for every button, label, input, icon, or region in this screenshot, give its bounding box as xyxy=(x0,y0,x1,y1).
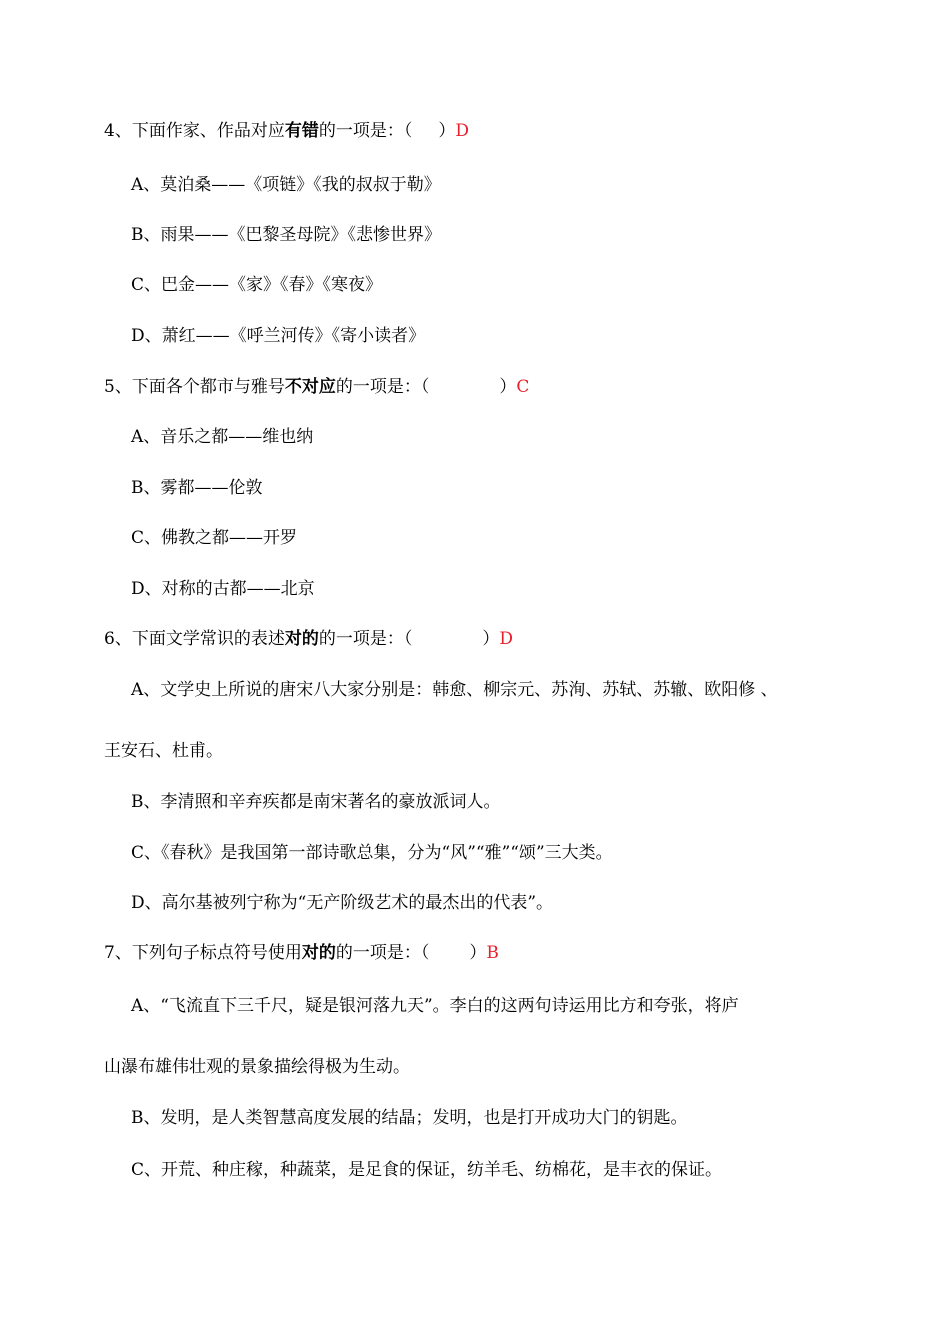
option-4b: B、雨果——《巴黎圣母院》《悲惨世界》 xyxy=(131,225,441,245)
question-4-suffix: 的一项是：（ xyxy=(318,121,413,141)
option-7b: B、发明，是人类智慧高度发展的结晶；发明，也是打开成功大门的钥匙。 xyxy=(131,1108,688,1128)
question-7-emphasis: 对的 xyxy=(301,943,336,963)
option-5d: D、对称的古都——北京 xyxy=(131,579,315,599)
question-5-text: 5、下面各个都市与雅号 xyxy=(104,377,285,397)
option-4d: D、萧红——《呼兰河传》《寄小读者》 xyxy=(131,326,426,346)
question-7-close: ） xyxy=(469,943,487,963)
question-4-text: 4、下面作家、作品对应 xyxy=(104,121,285,141)
option-5b: B、雾都——伦敦 xyxy=(131,478,263,498)
question-6 xyxy=(104,628,513,650)
question-7-text: 7、下列句子标点符号使用 xyxy=(104,943,302,963)
option-4c: C、巴金——《家》《春》《寒夜》 xyxy=(131,275,383,295)
option-6d: D、高尔基被列宁称为“无产阶级艺术的最杰出的代表”。 xyxy=(131,893,554,913)
question-4-answer: D xyxy=(455,121,469,141)
question-4 xyxy=(104,120,469,142)
question-5-suffix: 的一项是：（ xyxy=(335,377,430,397)
option-6a: A、文学史上所说的唐宋八大家分别是：韩愈、柳宗元、苏洵、苏轼、苏辙、欧阳修 、 xyxy=(131,680,778,700)
option-7c: C、开荒、种庄稼，种蔬菜，是足食的保证，纺羊毛、纺棉花，是丰衣的保证。 xyxy=(131,1160,723,1180)
question-6-emphasis: 对的 xyxy=(284,629,319,649)
question-5-answer: C xyxy=(516,377,530,397)
option-7a: A、“飞流直下三千尺，疑是银河落九天”。李白的这两句诗运用比方和夸张，将庐 xyxy=(131,996,739,1016)
question-5-emphasis: 不对应 xyxy=(284,377,336,397)
question-7-suffix: 的一项是：（ xyxy=(335,943,430,963)
question-4-emphasis: 有错 xyxy=(284,121,319,141)
question-7-answer: B xyxy=(486,943,499,963)
option-4a: A、莫泊桑——《项链》《我的叔叔于勒》 xyxy=(131,175,441,195)
question-7 xyxy=(104,942,499,964)
question-6-text: 6、下面文学常识的表述 xyxy=(104,629,285,649)
option-6b: B、李清照和辛弃疾都是南宋著名的豪放派词人。 xyxy=(131,792,501,812)
option-6a-continued: 王安石、杜甫。 xyxy=(104,741,223,761)
question-6-close: ） xyxy=(482,629,500,649)
option-7a-continued: 山瀑布雄伟壮观的景象描绘得极为生动。 xyxy=(104,1057,410,1077)
option-5c: C、佛教之都——开罗 xyxy=(131,528,298,548)
question-5 xyxy=(104,376,529,398)
option-6c: C、《春秋》是我国第一部诗歌总集，分为“风”“雅”“颂”三大类。 xyxy=(131,843,613,863)
question-6-suffix: 的一项是：（ xyxy=(318,629,413,649)
question-5-close: ） xyxy=(499,377,517,397)
option-5a: A、音乐之都——维也纳 xyxy=(131,427,314,447)
question-6-answer: D xyxy=(499,629,513,649)
question-4-close: ） xyxy=(438,121,456,141)
